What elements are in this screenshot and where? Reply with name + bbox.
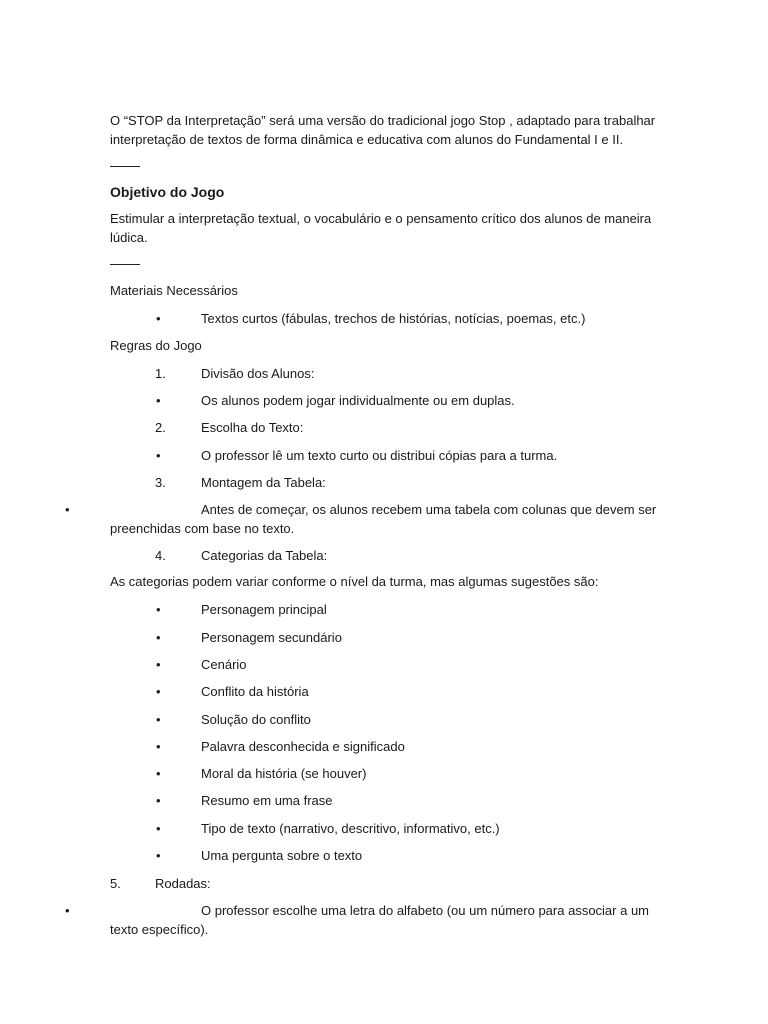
- bullet-icon: •: [156, 793, 161, 808]
- step-title: Categorias da Tabela:: [201, 548, 328, 563]
- categoria-item: Tipo de texto (narrativo, descritivo, informativo, etc.): [201, 821, 500, 836]
- step-detail: O professor lê um texto curto ou distribui cópias para a turma.: [201, 448, 558, 463]
- step-number: 2.: [155, 420, 166, 435]
- objetivo-heading: Objetivo do Jogo: [110, 184, 225, 200]
- step-title: Escolha do Texto:: [201, 420, 304, 435]
- step-detail: Antes de começar, os alunos recebem uma tabela com colunas que devem ser preenchidas com base no texto.: [110, 502, 657, 536]
- step-detail-block: [65, 902, 658, 939]
- materiais-item: Textos curtos (fábulas, trechos de histórias, notícias, poemas, etc.): [201, 311, 586, 326]
- bullet-icon: •: [156, 448, 161, 463]
- categoria-item: Conflito da história: [201, 684, 309, 699]
- categoria-item: Resumo em uma frase: [201, 793, 333, 808]
- step-number: 5.: [110, 876, 121, 891]
- bullet-icon: •: [156, 766, 161, 781]
- bullet-icon: •: [156, 602, 161, 617]
- separator-line: [110, 264, 140, 265]
- step-detail: O professor escolhe uma letra do alfabeto (ou um número para associar a um texto específico).: [110, 903, 650, 937]
- step-number: 4.: [155, 548, 166, 563]
- step-detail: Os alunos podem jogar individualmente ou em duplas.: [201, 393, 515, 408]
- bullet-icon: •: [156, 630, 161, 645]
- categoria-item: Moral da história (se houver): [201, 766, 367, 781]
- regras-heading: Regras do Jogo: [110, 338, 202, 353]
- categoria-item: Personagem principal: [201, 602, 327, 617]
- materiais-heading: Materiais Necessários: [110, 283, 238, 298]
- step-number: 1.: [155, 366, 166, 381]
- categoria-item: Solução do conflito: [201, 712, 311, 727]
- bullet-icon: •: [156, 657, 161, 672]
- categoria-item: Palavra desconhecida e significado: [201, 739, 405, 754]
- bullet-icon: •: [156, 739, 161, 754]
- step-number: 3.: [155, 475, 166, 490]
- bullet-icon: •: [156, 848, 161, 863]
- step-title: Rodadas:: [155, 876, 211, 891]
- step-title: Divisão dos Alunos:: [201, 366, 315, 381]
- bullet-icon: •: [156, 393, 161, 408]
- categoria-item: Cenário: [201, 657, 247, 672]
- step-title: Montagem da Tabela:: [201, 475, 326, 490]
- categorias-intro: As categorias podem variar conforme o nível da turma, mas algumas sugestões são:: [110, 574, 599, 589]
- bullet-icon: •: [65, 903, 70, 918]
- categoria-item: Personagem secundário: [201, 630, 342, 645]
- bullet-icon: •: [156, 712, 161, 727]
- separator-line: [110, 166, 140, 167]
- bullet-icon: •: [65, 502, 70, 517]
- step-detail-block: [65, 501, 658, 538]
- intro-paragraph: O “STOP da Interpretação” será uma versão do tradicional jogo Stop , adaptado para trabalhar interpretação de textos de forma dinâmica e educativa com alunos do Fundamental I e II.: [110, 113, 656, 147]
- categoria-item: Uma pergunta sobre o texto: [201, 848, 363, 863]
- bullet-icon: •: [156, 311, 161, 326]
- bullet-icon: •: [156, 684, 161, 699]
- objetivo-text: Estimular a interpretação textual, o vocabulário e o pensamento crítico dos alunos de maneira lúdica.: [110, 211, 652, 245]
- bullet-icon: •: [156, 821, 161, 836]
